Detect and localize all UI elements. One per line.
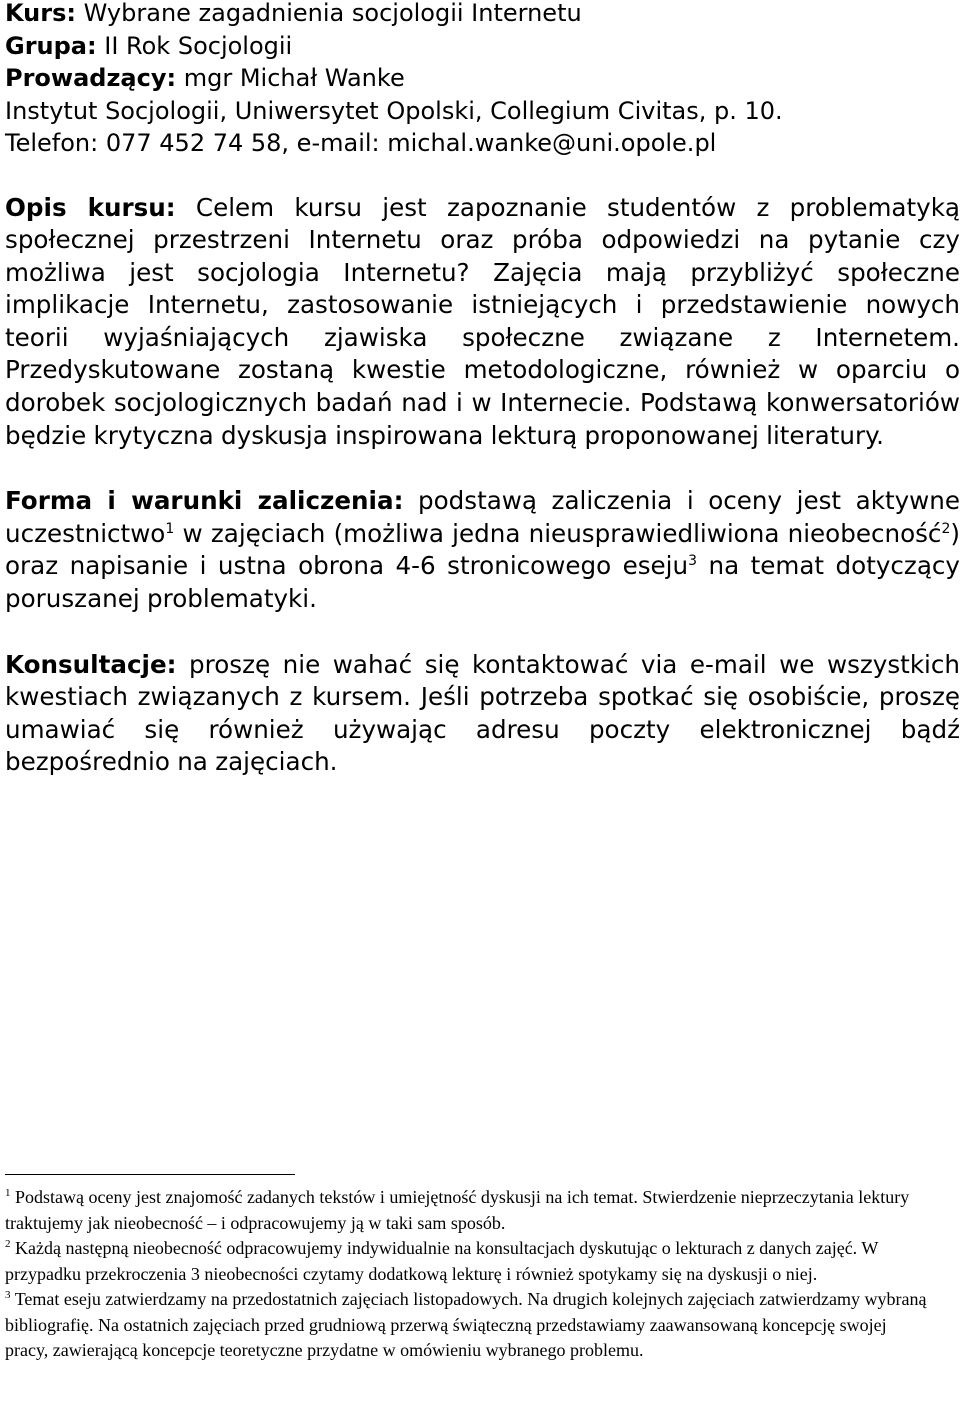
grading-conditions <box>5 485 960 615</box>
grading-text-a: podstawą zaliczenia i oceny jest aktywne uczestnictwo <box>5 486 960 548</box>
grading-text-c: ) oraz napisanie i ustna obrona 4-6 stronicowego eseju <box>5 518 960 581</box>
course-title: Wybrane zagadnienia socjologii Internetu <box>83 0 582 27</box>
course-header <box>5 0 960 160</box>
footnote-text: Temat eseju zatwierdzamy na przedostatnich zajęciach listopadowych. Na drugich kolejnych zajęciach zatwierdzamy wybraną bibliografię. Na ostatnich zajęciach przed grudniową przerwą świąteczną przedstawiamy zaawansowaną koncepcję swojej pracy, zawierającą koncepcje teoretyczne przydatne w omówieniu wybranego problemu. <box>5 1289 927 1360</box>
group-value: II Rok Socjologii <box>104 31 293 60</box>
footnote-ref-2: 2 <box>941 520 951 537</box>
footnote-ref-1: 1 <box>165 520 175 537</box>
footnote-number: 3 <box>5 1289 11 1301</box>
footnote-1 <box>5 1185 930 1236</box>
lecturer-line <box>5 62 960 95</box>
footnote-number: 1 <box>5 1187 11 1199</box>
lecturer-label: Prowadzący: <box>5 64 177 92</box>
consultations-text: proszę nie wahać się kontaktować via e-mail we wszystkich kwestiach związanych z kursem. Jeśli potrzeba spotkać się osobiście, proszę umawiać się również używając adresu poczty elektronicznej bądź bezpośrednio na zajęciach. <box>5 649 960 777</box>
footnote-separator <box>5 1174 295 1175</box>
description-label: Opis kursu: <box>5 192 176 222</box>
footnote-2 <box>5 1236 930 1287</box>
footnotes <box>5 1174 930 1364</box>
course-line <box>5 0 960 30</box>
group-label: Grupa: <box>5 31 97 60</box>
footnote-number: 2 <box>5 1238 11 1250</box>
footnote-text: Podstawą oceny jest znajomość zadanych tekstów i umiejętność dyskusji na ich temat. Stwierdzenie nieprzeczytania lektury traktujemy jak nieobecność – i odpracowujemy ją w taki sam sposób. <box>5 1187 910 1233</box>
footnote-ref-3: 3 <box>688 553 698 570</box>
institute-line: Instytut Socjologii, Uniwersytet Opolski, Collegium Civitas, p. 10. <box>5 96 783 125</box>
document-page <box>5 0 960 779</box>
lecturer-name: mgr Michał Wanke <box>183 64 405 92</box>
grading-text-b: w zajęciach (możliwa jedna nieusprawiedliwiona nieobecność <box>182 518 942 548</box>
group-line <box>5 30 960 63</box>
contact-line: Telefon: 077 452 74 58, e-mail: michal.wanke@uni.opole.pl <box>5 129 717 157</box>
description-text: Celem kursu jest zapoznanie studentów z problematyką społecznej przestrzeni Internetu oraz próba odpowiedzi na pytanie czy możliwa jest socjologia Internetu? Zajęcia mają przybliżyć społeczne implikacje Internetu, zastosowanie istniejących i przedstawienie nowych teorii wyjaśniających zjawiska społeczne związane z Internetem. Przedyskutowane zostaną kwestie metodologiczne, również w oparciu o dorobek socjologicznych badań nad i w Internecie. Podstawą konwersatoriów będzie krytyczna dyskusja inspirowana lekturą proponowanej literatury. <box>5 192 960 450</box>
footnote-text: Każdą następną nieobecność odpracowujemy indywidualnie na konsultacjach dyskutując o lekturach z danych zajęć. W przypadku przekroczenia 3 nieobecności czytamy dodatkową lekturę i również spotykamy się na dyskusji o niej. <box>5 1238 879 1284</box>
course-description <box>5 192 960 453</box>
consultations <box>5 649 960 779</box>
grading-label: Forma i warunki zaliczenia: <box>5 486 404 516</box>
footnote-3 <box>5 1287 930 1364</box>
course-label: Kurs: <box>5 0 76 27</box>
grading-text-d: na temat dotyczący poruszanej problematyki. <box>5 551 960 614</box>
consultations-label: Konsultacje: <box>5 649 177 679</box>
